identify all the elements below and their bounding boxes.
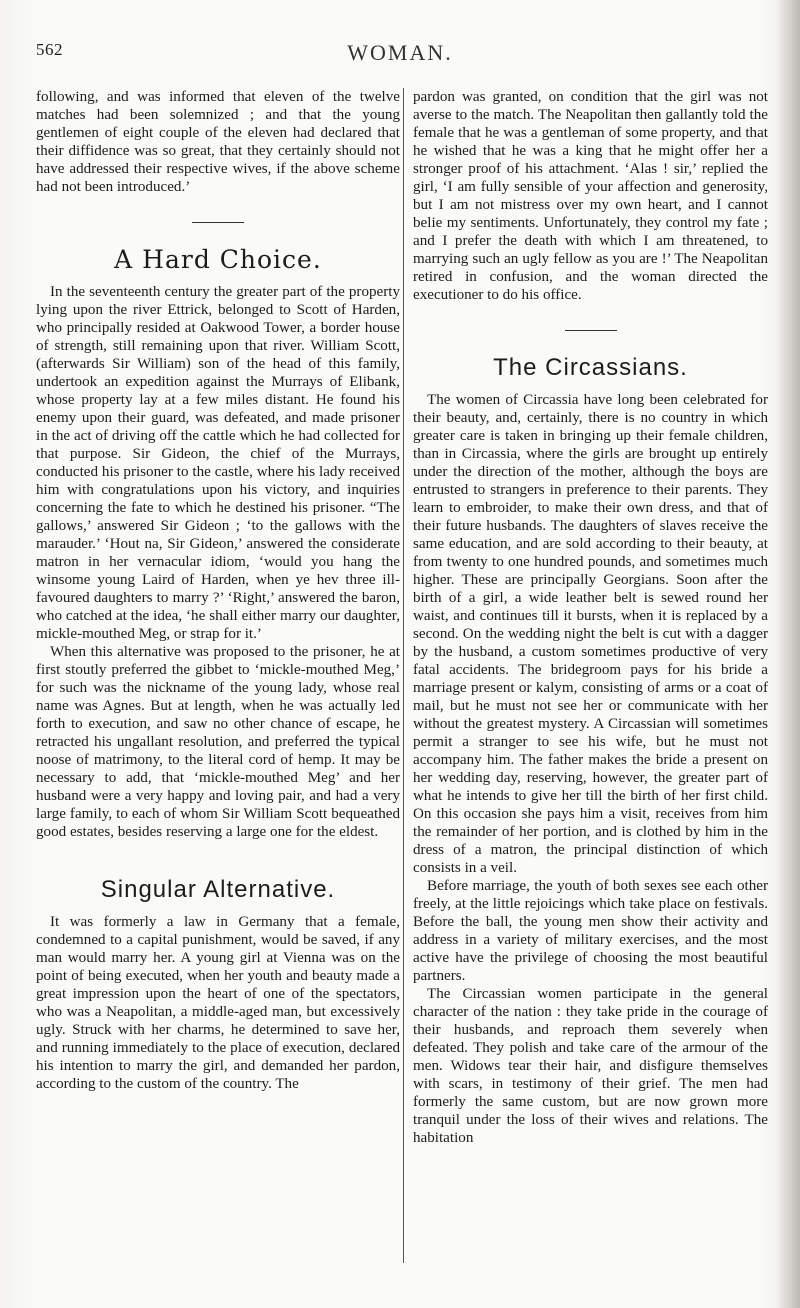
section-spacer <box>36 841 400 875</box>
column-divider <box>403 88 404 1263</box>
page-edge-shadow <box>776 0 800 1308</box>
article-paragraph: The women of Circassia have long been celebrated for their beauty, and, certainly, there is no country in which greater care is taken in bringing up their female children, than in Circassia, where the girls are brought up entirely under the direction of the mother, although the boys are entrusted to strangers in preference to their parents. They learn to embroider, to make their own dress, and that of their future husbands. The daughters of slaves receive the same education, and are sold according to their beauty, at from twenty to one hundred pounds, and sometimes much higher. These are principally Georgians. Soon after the birth of a girl, a wide leather belt is sewed round her waist, and continues till it bursts, when it is replaced by a second. On the wedding night the belt is cut with a dagger by the husband, a custom sometimes productive of very fatal accidents. The bridegroom pays for his bride a marriage present or kalym, consisting of arms or a coat of mail, but he must not see her or communicate with her without the greatest mystery. A Circassian will sometimes permit a stranger to see his wife, but he must not accompany him. The father makes the bride a present on her wedding day, reserving, however, the greater part of what he intends to give her till the birth of her first child. On this occasion she pays him a visit, receives from him the remainder of her portion, and is clothed by him in the dress of a matron, the principal distinction of which consists in a veil. <box>413 392 768 876</box>
page-number: 562 <box>36 40 63 59</box>
right-column <box>413 88 768 1147</box>
running-head: WOMAN. <box>347 40 453 65</box>
article-paragraph: It was formerly a law in Germany that a female, condemned to a capital punishment, would be saved, if any man would marry her. A young girl at Vienna was on the point of being executed, when her youth and beauty made a great impression upon the heart of one of the spectators, who was a Neapolitan, a middle-aged man, but excessively ugly. Struck with her charms, he determined to save her, and running immediately to the place of execution, declared his intention to marry the girl, and demanded her pardon, according to the custom of the country. The <box>36 914 400 1092</box>
article-title: The Circassians. <box>493 354 688 381</box>
article-paragraph: When this alternative was proposed to the prisoner, he at first stoutly preferred the gibbet to ‘mickle-mouthed Meg,’ for such was the nickname of the young lady, whose real name was Agnes. But at length, when he was actually led forth to execution, and saw no other chance of escape, he retracted his ungallant resolution, and preferred the typical noose of matrimony, to the literal cord of hemp. It may be necessary to add, that ‘mickle-mouthed Meg’ and her husband were a very happy and loving pair, and had a very large family, to each of whom Sir William Scott bequeathed good estates, besides reserving a large one for the eldest. <box>36 644 400 840</box>
section-rule <box>192 222 244 223</box>
left-column <box>36 88 400 1093</box>
section-rule <box>565 330 617 331</box>
article-paragraph: The Circassian women participate in the general character of the nation : they take pride in the courage of their husbands, and reproach them severely when defeated. They polish and take care of the armour of the men. Widows tear their hair, and disfigure themselves with scars, in testimony of their grief. The men had formerly the same custom, but are now grown more tranquil under the loss of their wives and relations. The habitation <box>413 986 768 1146</box>
article-paragraph: Before marriage, the youth of both sexes see each other freely, at the little rejoicings which take place on festivals. Before the ball, the young men show their activity and address in a variety of military exercises, and the most active have the privilege of choosing the most beautiful partners. <box>413 878 768 984</box>
article-title: A Hard Choice. <box>114 245 322 274</box>
continuation-paragraph: pardon was granted, on condition that the girl was not averse to the match. The Neapolitan then gallantly told the female that he was a gentleman of some property, and that he wished that he was a king that he might offer her a stronger proof of his attachment. ‘Alas ! sir,’ replied the girl, ‘I am fully sensible of your affection and generosity, but I am not mistress over my own heart, and I cannot belie my sentiments. Unfortunately, they control my fate ; and I prefer the death with which I am threatened, to marrying such an ugly fellow as you are !’ The Neapolitan retired in confusion, and the woman directed the executioner to do his office. <box>413 89 768 303</box>
continuation-paragraph: following, and was informed that eleven of the twelve matches had been solemnized ; and that the young gentlemen of eight couple of the eleven had declared that their diffidence was so great, that they certainly should not have addressed their respective wives, if the above scheme had not been introduced.’ <box>36 89 400 195</box>
article-title: Singular Alternative. <box>100 876 336 903</box>
article-paragraph: In the seventeenth century the greater part of the property lying upon the river Ettrick, belonged to Scott of Harden, who principally resided at Oakwood Tower, a border house of strength, still remaining upon that river. William Scott, (afterwards Sir William) son of the head of this family, undertook an expedition against the Murrays of Elibank, whose property lay at a few miles distant. He found his enemy upon their guard, was defeated, and made prisoner in the act of driving off the cattle which he had collected for that purpose. Sir Gideon, the chief of the Murrays, conducted his prisoner to the castle, where his lady received him with congratulations upon his victory, and inquiries concerning the fate to which he destined his prisoner. “The gallows,’ answered Sir Gideon ; ‘to the gallows with the marauder.’ ‘Hout na, Sir Gideon,’ answered the considerate matron in her vernacular idiom, ‘would you hang the winsome young Laird of Harden, when ye hev three ill-favoured daughters to marry ?’ ‘Right,’ answered the baron, who catched at the idea, ‘he shall either marry our daughter, mickle-mouthed Meg, or strap for it.’ <box>36 284 400 642</box>
